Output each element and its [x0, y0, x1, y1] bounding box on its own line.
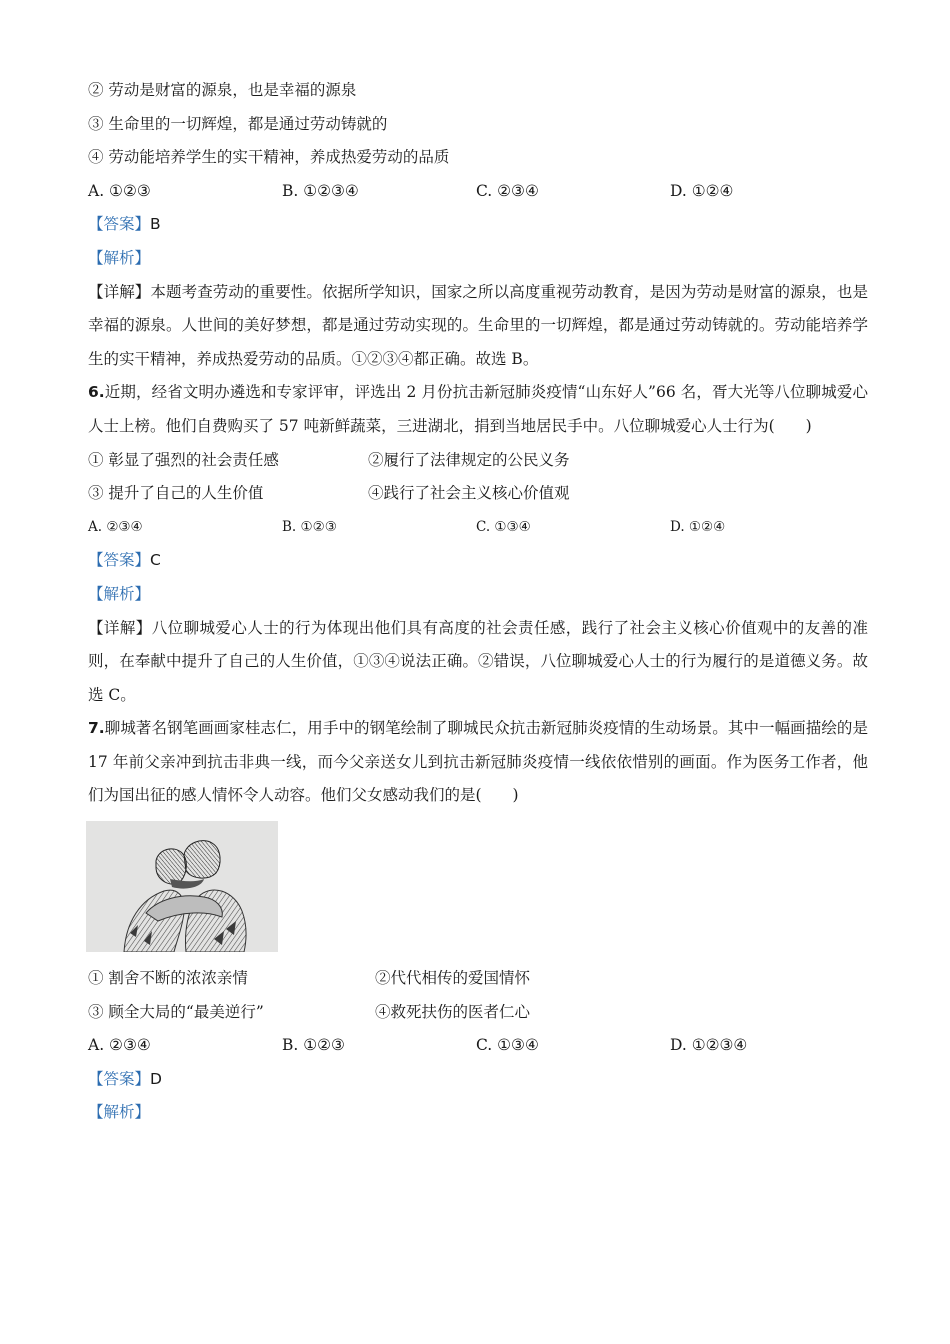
q6-analysis: [88, 578, 868, 612]
question-text: 近期，经省文明办遴选和专家评审，评选出 2 月份抗击新冠肺炎疫情“山东好人”66 名，胥大光等八位聊城爱心人士上榜。他们自费购买了 57 吨新鲜蔬菜，三进湖北，捐到当地居民手中。八位聊城爱心人士行为( ): [88, 383, 868, 435]
analysis-tag: 【解析】: [88, 584, 151, 603]
q5-options: [88, 175, 868, 209]
answer-tag: 【答案】: [88, 551, 151, 570]
q7-items-row-1: [88, 962, 868, 996]
q7-item-2: ②代代相传的爱国情怀: [375, 969, 531, 988]
q7-item-1: ① 割舍不断的浓浓亲情: [88, 969, 248, 988]
question-text: 聊城著名钢笔画画家桂志仁，用手中的钢笔绘制了聊城民众抗击新冠肺炎疫情的生动场景。其中一幅画描绘的是 17 年前父亲冲到抗击非典一线，而今父亲送女儿到抗击新冠肺炎疫情一线依依惜别的画面。作为医务工作者，他们为国出征的感人情怀令人动容。他们父女感动我们的是( ): [88, 719, 868, 805]
answer-value: C: [150, 551, 161, 570]
q7-option-d: D. ①②③④: [670, 1036, 748, 1055]
document-page: [88, 74, 868, 1130]
question-number: 6.: [88, 383, 105, 402]
q5-answer: [88, 208, 868, 242]
q6-detail: [88, 612, 868, 713]
q7-options: [88, 1029, 868, 1063]
detail-tag: 【详解】: [88, 618, 152, 637]
answer-tag: 【答案】: [88, 215, 151, 234]
q6-items-row-1: [88, 444, 868, 478]
answer-value: B: [150, 215, 161, 234]
q6-option-a: A. ②③④: [88, 518, 143, 535]
q5-item-3: ③ 生命里的一切辉煌，都是通过劳动铸就的: [88, 114, 388, 133]
q5-detail: [88, 276, 868, 377]
detail-text: 八位聊城爱心人士的行为体现出他们具有高度的社会责任感，践行了社会主义核心价值观中的友善的准则，在奉献中提升了自己的人生价值，①③④说法正确。②错误，八位聊城爱心人士的行为履行的是道德义务。故选 C。: [88, 618, 868, 704]
q6-items-row-2: [88, 477, 868, 511]
q7-stem: [88, 712, 868, 813]
q7-analysis: [88, 1096, 868, 1130]
pen-drawing-father-daughter: [86, 821, 278, 952]
question-number: 7.: [88, 719, 105, 738]
q5-analysis: [88, 242, 868, 276]
q5-item-2: ② 劳动是财富的源泉，也是幸福的源泉: [88, 81, 357, 99]
analysis-tag: 【解析】: [88, 248, 151, 267]
q6-option-b: B. ①②③: [282, 518, 337, 535]
q6-option-c: C. ①③④: [476, 518, 531, 535]
answer-value: D: [150, 1069, 162, 1088]
q6-item-3: ③ 提升了自己的人生价值: [88, 484, 264, 503]
q7-item-3: ③ 顾全大局的“最美逆行”: [88, 1002, 264, 1021]
q6-option-d: D. ①②④: [670, 518, 726, 535]
q5-option-b: B. ①②③④: [282, 181, 359, 200]
q6-answer: [88, 544, 868, 578]
q7-items-row-2: [88, 996, 868, 1030]
q7-option-b: B. ①②③: [282, 1036, 345, 1055]
q5-option-a: A. ①②③: [88, 181, 151, 200]
q6-stem: [88, 376, 868, 443]
answer-tag: 【答案】: [88, 1069, 151, 1088]
q7-option-c: C. ①③④: [476, 1036, 539, 1055]
q7-option-a: A. ②③④: [88, 1036, 151, 1055]
q5-option-c: C. ②③④: [476, 181, 539, 200]
q5-option-d: D. ①②④: [670, 181, 734, 200]
q5-item-4: ④ 劳动能培养学生的实干精神，养成热爱劳动的品质: [88, 148, 450, 167]
q6-item-2: ②履行了法律规定的公民义务: [368, 450, 570, 469]
q7-item-4: ④救死扶伤的医者仁心: [375, 1002, 531, 1021]
q6-item-4: ④践行了社会主义核心价值观: [368, 484, 570, 503]
detail-text: 本题考查劳动的重要性。依据所学知识，国家之所以高度重视劳动教育，是因为劳动是财富的源泉，也是幸福的源泉。人世间的美好梦想，都是通过劳动实现的。生命里的一切辉煌，都是通过劳动铸就的。劳动能培养学生的实干精神，养成热爱劳动的品质。①②③④都正确。故选 B。: [88, 282, 868, 368]
detail-tag: 【详解】: [88, 282, 151, 301]
q7-answer: [88, 1063, 868, 1097]
q6-options: [88, 511, 868, 545]
analysis-tag: 【解析】: [88, 1103, 151, 1122]
q6-item-1: ① 彰显了强烈的社会责任感: [88, 450, 279, 469]
